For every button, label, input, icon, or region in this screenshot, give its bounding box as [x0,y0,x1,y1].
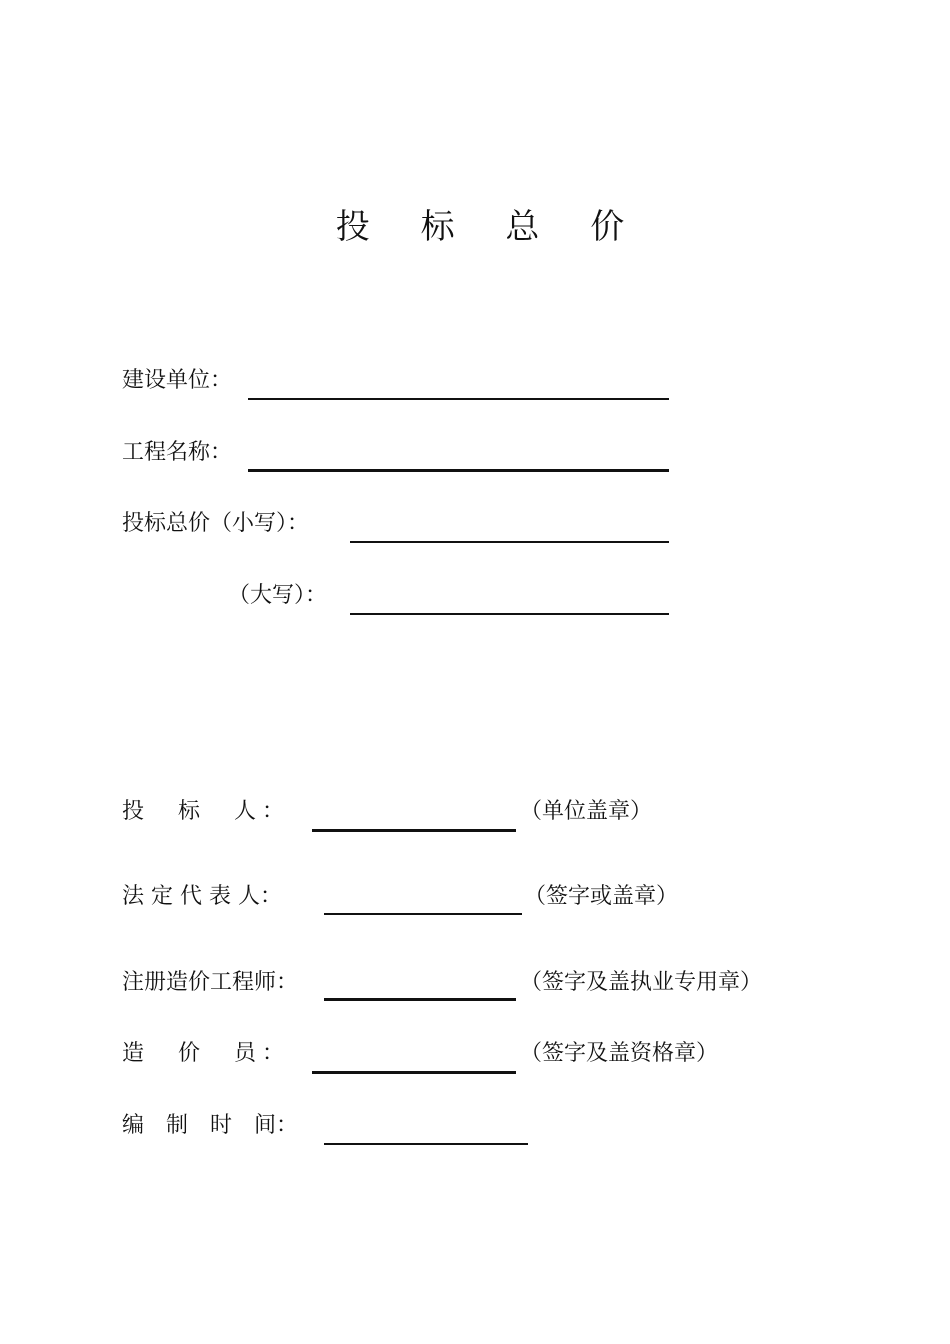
bidder-note: （单位盖章） [520,799,653,824]
cost-engineer-note: （签字及盖执业专用章） [520,970,763,995]
total-price-lower-label: 投标总价（小写）： [122,511,310,536]
cost-engineer-label: 注册造价工程师： [122,970,299,995]
total-price-upper-line[interactable] [350,613,669,615]
total-price-upper-label: （大写）： [228,583,328,608]
construction-unit-line[interactable] [248,398,669,400]
construction-unit-label: 建设单位： [122,368,233,393]
project-name-line[interactable] [248,469,669,472]
legal-rep-label: 法 定 代 表 人： [122,884,282,909]
project-name-label: 工程名称： [122,440,233,465]
cost-clerk-note: （签字及盖资格章） [520,1041,719,1066]
date-line[interactable] [324,1143,528,1145]
bidder-line[interactable] [312,829,516,832]
date-label: 编 制 时 间： [122,1113,299,1138]
cost-engineer-line[interactable] [324,998,516,1001]
legal-rep-line[interactable] [324,913,522,915]
legal-rep-note: （签字或盖章） [524,884,679,909]
bidder-label: 投 标 人： [122,799,291,824]
cost-clerk-line[interactable] [312,1071,516,1074]
page-title: 投 标 总 价 [335,207,645,247]
cost-clerk-label: 造 价 员： [122,1041,291,1066]
total-price-lower-line[interactable] [350,541,669,543]
